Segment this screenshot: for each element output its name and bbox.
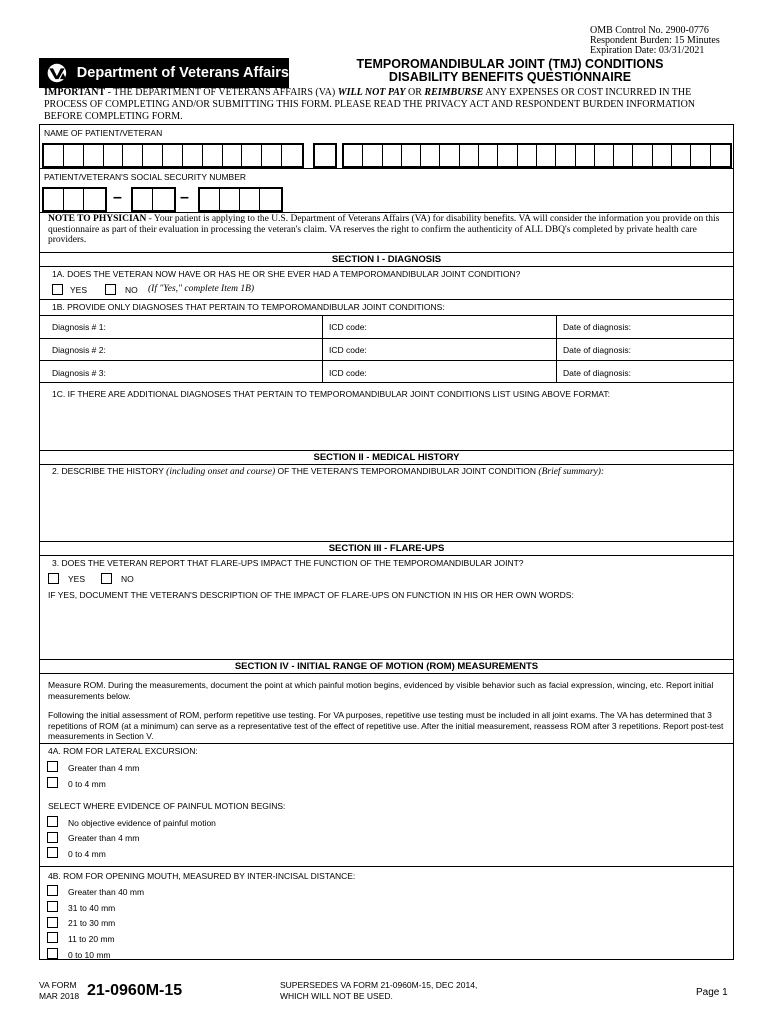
q1a-no-checkbox[interactable]	[105, 284, 116, 295]
q2-text-c: OF THE VETERAN'S TEMPOROMANDIBULAR JOINT CONDITION	[275, 466, 539, 476]
important-text-rest: ANY EXPENSES OR COST INCURRED IN THE PROCESS OF COMPLETING AND/OR SUBMITTING THIS FORM. PLEASE READ THE PRIVACY ACT AND RESPONDENT BURDEN INFORMATION BEFORE COMPLETING FORM.	[44, 87, 696, 122]
q4b-opt5-checkbox[interactable]	[47, 948, 58, 959]
supersedes-line1: SUPERSEDES VA FORM 21-0960M-15, DEC 2014,	[280, 980, 478, 990]
section-3-title: SECTION III - FLARE-UPS	[328, 543, 445, 554]
q1a-no-note: (If "Yes," complete Item 1B)	[148, 284, 255, 294]
q3-yes-checkbox[interactable]	[48, 573, 59, 584]
va-logo-icon	[43, 60, 71, 86]
ssn-label: PATIENT/VETERAN'S SOCIAL SECURITY NUMBER	[44, 172, 247, 182]
will-not-pay: WILL NOT PAY	[337, 87, 406, 98]
q4a-label: 4A. ROM FOR LATERAL EXCURSION:	[48, 746, 198, 756]
pain-opt2-label: Greater than 4 mm	[68, 833, 140, 843]
q1c-label: 1C. IF THERE ARE ADDITIONAL DIAGNOSES THAT PERTAIN TO TEMPOROMANDIBULAR JOINT CONDITIONS LIST USING ABOVE FORMAT:	[52, 389, 610, 399]
q4b-opt3-label: 21 to 30 mm	[68, 918, 116, 928]
q4b-opt3-checkbox[interactable]	[47, 917, 58, 928]
q3-label: 3. DOES THE VETERAN REPORT THAT FLARE-UPS IMPACT THE FUNCTION OF THE TEMPOROMANDIBULAR JOINT?	[52, 558, 524, 568]
q1b-label: 1B. PROVIDE ONLY DIAGNOSES THAT PERTAIN TO TEMPOROMANDIBULAR JOINT CONDITIONS:	[52, 302, 445, 312]
q3-ifyes-label: IF YES, DOCUMENT THE VETERAN'S DESCRIPTION OF THE IMPACT OF FLARE-UPS ON FUNCTION IN HIS OR HER OWN WORDS:	[48, 590, 574, 600]
section-1-title: SECTION I - DIAGNOSIS	[331, 254, 442, 265]
section-4-title: SECTION IV - INITIAL RANGE OF MOTION (ROM) MEASUREMENTS	[234, 661, 539, 672]
respondent-burden: Respondent Burden: 15 Minutes	[590, 35, 720, 46]
form-title-line1: TEMPOROMANDIBULAR JOINT (TMJ) CONDITIONS	[356, 57, 664, 71]
q1a-yes-checkbox[interactable]	[52, 284, 63, 295]
important-notice	[44, 87, 734, 123]
form-title-line2: DISABILITY BENEFITS QUESTIONNAIRE	[388, 70, 632, 84]
date-3-label: Date of diagnosis:	[563, 368, 632, 378]
first-name-cells[interactable]	[342, 143, 732, 168]
note-to-physician	[48, 214, 728, 246]
q4b-opt1-label: Greater than 40 mm	[68, 887, 145, 897]
pain-opt3-label: 0 to 4 mm	[68, 849, 106, 859]
supersedes-line2: WHICH WILL NOT BE USED.	[280, 991, 393, 1001]
diagnosis-2-label: Diagnosis # 2:	[52, 345, 106, 355]
pain-opt3-checkbox[interactable]	[47, 847, 58, 858]
ssn-part3-cells[interactable]	[198, 187, 283, 212]
middle-initial-cell[interactable]	[313, 143, 337, 168]
ssn-part2-cells[interactable]	[131, 187, 176, 212]
q2-text-d: (Brief summary):	[538, 467, 605, 477]
q2-text-a: 2. DESCRIBE THE HISTORY	[52, 466, 167, 476]
reimburse: REIMBURSE	[424, 87, 484, 98]
pain-q-label: SELECT WHERE EVIDENCE OF PAINFUL MOTION BEGINS:	[48, 801, 286, 811]
q4b-label: 4B. ROM FOR OPENING MOUTH, MEASURED BY INTER-INCISAL DISTANCE:	[48, 871, 356, 881]
omb-control: OMB Control No. 2900-0776	[590, 25, 709, 36]
q4b-opt2-checkbox[interactable]	[47, 901, 58, 912]
q4a-opt1-label: Greater than 4 mm	[68, 763, 140, 773]
q4b-opt4-label: 11 to 20 mm	[68, 934, 115, 944]
pain-opt1-label: No objective evidence of painful motion	[68, 818, 216, 828]
footer-date: MAR 2018	[39, 991, 80, 1001]
name-label: NAME OF PATIENT/VETERAN	[44, 128, 163, 138]
pain-opt2-checkbox[interactable]	[47, 832, 58, 843]
last-name-cells[interactable]	[42, 143, 304, 168]
page-number: Page 1	[696, 987, 728, 998]
q3-yes-label: YES	[68, 574, 86, 584]
q4b-opt4-checkbox[interactable]	[47, 932, 58, 943]
q2-text-b: (including onset and course)	[166, 467, 276, 477]
form-title	[300, 58, 720, 84]
va-agency-banner	[39, 58, 289, 88]
q1c-text-area[interactable]	[44, 402, 729, 448]
q2-text-area[interactable]	[44, 480, 729, 538]
section-2-title: SECTION II - MEDICAL HISTORY	[313, 452, 460, 463]
form-number: 21-0960M-15	[87, 982, 183, 999]
q4b-opt2-label: 31 to 40 mm	[68, 903, 116, 913]
ssn-dash-2: –	[180, 189, 189, 206]
important-lead: IMPORTANT	[44, 87, 106, 98]
ssn-dash-1: –	[113, 189, 122, 206]
footer-va-form: VA FORM	[39, 980, 77, 990]
q4b-opt5-label: 0 to 10 mm	[68, 950, 111, 960]
q1a-label: 1A. DOES THE VETERAN NOW HAVE OR HAS HE OR SHE EVER HAD A TEMPOROMANDIBULAR JOINT CONDITION?	[52, 269, 521, 279]
date-1-label: Date of diagnosis:	[563, 322, 632, 332]
note-text: - Your patient is applying to the U.S. Department of Veterans Affairs (VA) for disability benefits. VA will consider the information you provide on this questionnaire as part of their evaluation in processing the veteran's claim. VA reserves the right to confirm the authenticity of ALL DBQ's completed by private health care providers.	[48, 214, 720, 245]
rom-instructions-1: Measure ROM. During the measurements, document the point at which painful motion begins, evidenced by visible behavior such as facial expression, wincing, etc. Report initial measurements below.	[48, 680, 714, 701]
form-frame	[39, 124, 734, 960]
omb-info	[590, 26, 720, 56]
diagnosis-1-label: Diagnosis # 1:	[52, 322, 106, 332]
q4b-opt1-checkbox[interactable]	[47, 885, 58, 896]
icd-1-label: ICD code:	[329, 322, 367, 332]
q1a-yes-label: YES	[70, 285, 88, 295]
q1a-no-label: NO	[125, 285, 138, 295]
ssn-part1-cells[interactable]	[42, 187, 107, 212]
date-2-label: Date of diagnosis:	[563, 345, 632, 355]
important-or: OR	[405, 87, 425, 98]
pain-opt1-checkbox[interactable]	[47, 816, 58, 827]
note-lead: NOTE TO PHYSICIAN	[48, 214, 147, 224]
important-text: - THE DEPARTMENT OF VETERANS AFFAIRS (VA)	[105, 87, 338, 98]
q3-no-checkbox[interactable]	[101, 573, 112, 584]
expiration-date: Expiration Date: 03/31/2021	[590, 45, 705, 56]
icd-3-label: ICD code:	[329, 368, 367, 378]
diagnosis-3-label: Diagnosis # 3:	[52, 368, 106, 378]
rom-instructions-2: Following the initial assessment of ROM, perform repetitive use testing. For VA purposes, repetitive use testing must be included in all joint exams. The VA has determined that 3 repetitions of ROM (at a minimum) can serve as a representative test of the effect of repetitive use. After the initial measurement, reassess ROM after 3 repetitions. Report post-test measurements in Section V.	[48, 710, 724, 741]
q4a-opt2-checkbox[interactable]	[47, 777, 58, 788]
q3-no-label: NO	[121, 574, 134, 584]
q3-text-area[interactable]	[44, 604, 729, 656]
icd-2-label: ICD code:	[329, 345, 367, 355]
q4a-opt2-label: 0 to 4 mm	[68, 779, 106, 789]
q2-label	[52, 466, 604, 477]
agency-name: Department of Veterans Affairs	[76, 65, 289, 81]
q4a-opt1-checkbox[interactable]	[47, 761, 58, 772]
